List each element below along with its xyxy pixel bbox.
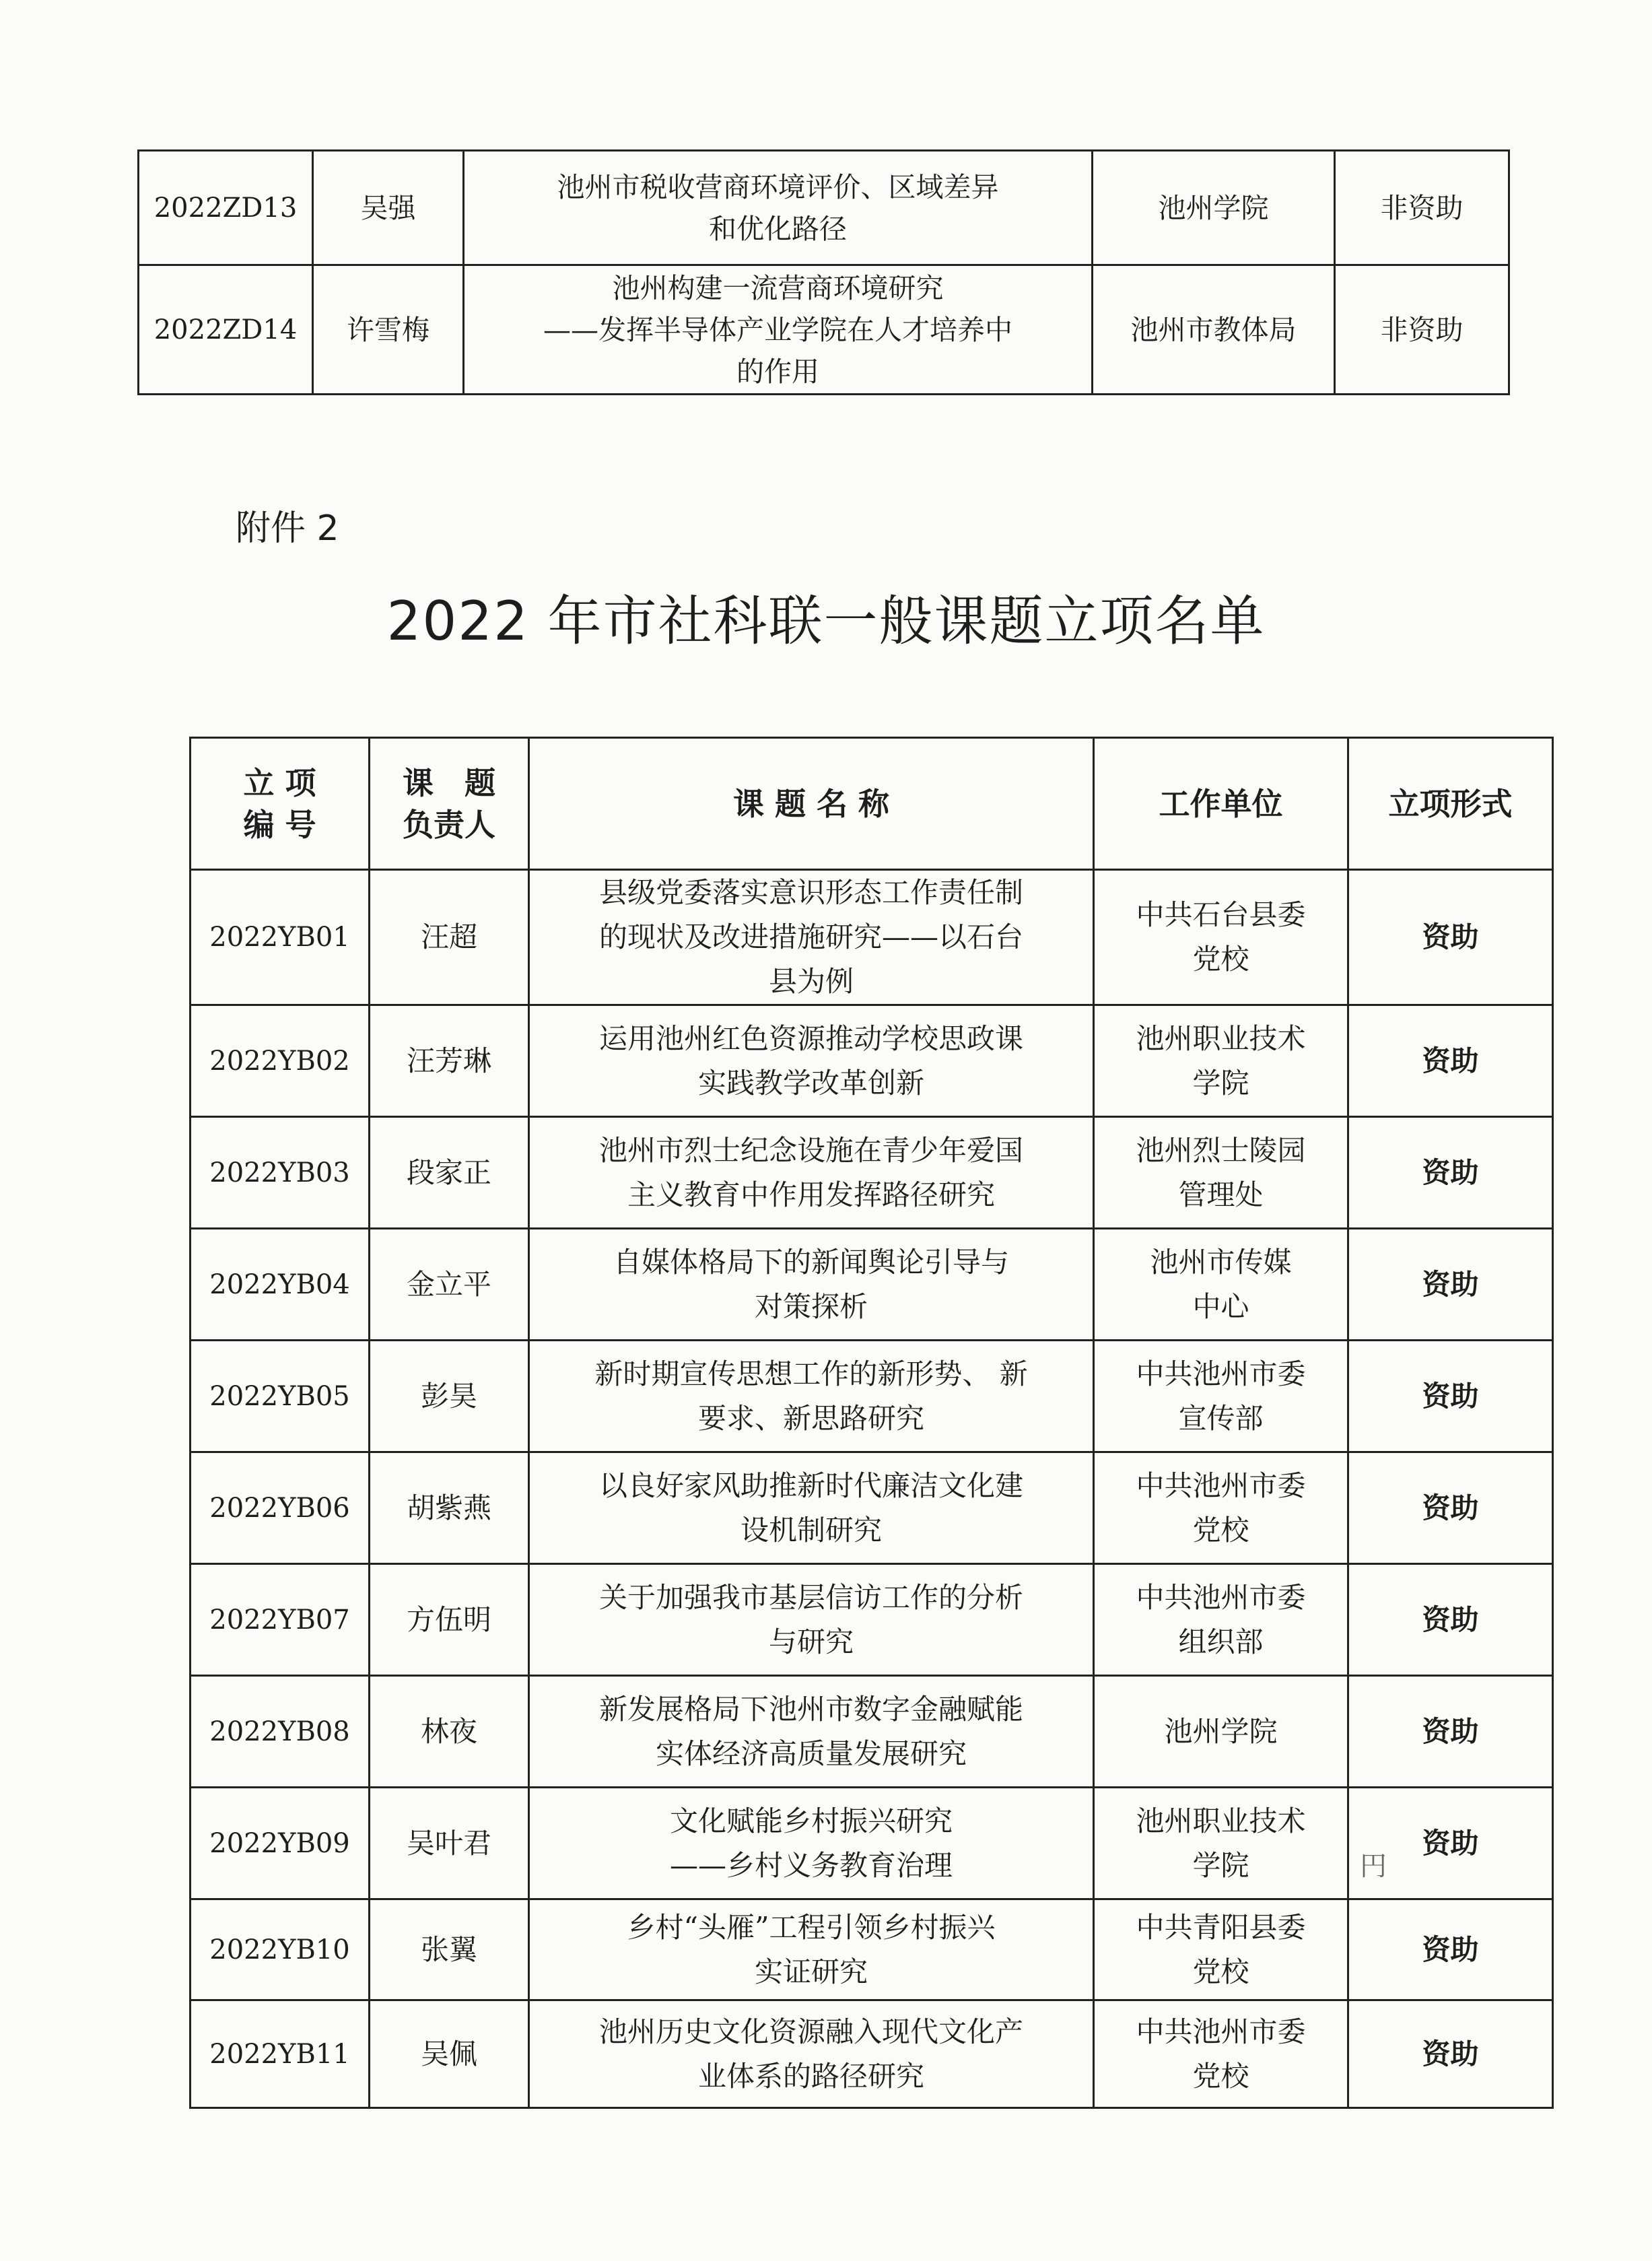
- unit-line: 组织部: [1178, 1625, 1264, 1658]
- title-line: 池州市烈士纪念设施在青少年爱国: [598, 1133, 1023, 1167]
- unit-line: 学院: [1192, 1848, 1249, 1882]
- project-form: 资助: [1348, 870, 1553, 1005]
- table-row: [191, 1229, 1553, 1341]
- title-line: 与研究: [768, 1625, 854, 1658]
- unit-line: 学院: [1192, 1066, 1249, 1100]
- title-line: 实证研究: [754, 1955, 868, 1988]
- header-unit: 工作单位: [1094, 738, 1348, 870]
- project-code: 2022YB10: [191, 1899, 370, 2000]
- table-row: [191, 1005, 1553, 1117]
- project-leader: 林夜: [370, 1676, 529, 1788]
- work-unit: [1094, 1005, 1348, 1117]
- project-list-table: [189, 737, 1554, 2109]
- project-title: [529, 1452, 1094, 1564]
- project-code: 2022YB02: [191, 1005, 370, 1117]
- unit-line: 中共池州市委: [1136, 1357, 1306, 1390]
- project-title: [529, 1676, 1094, 1788]
- project-form: 资助: [1348, 1341, 1553, 1452]
- title-line: 县级党委落实意识形态工作责任制: [598, 876, 1023, 909]
- project-code: 2022YB01: [191, 870, 370, 1005]
- title-line: 乡村“头雁”工程引领乡村振兴: [627, 1910, 996, 1944]
- project-code: 2022YB04: [191, 1229, 370, 1341]
- project-code: 2022YB08: [191, 1676, 370, 1788]
- work-unit: [1094, 2000, 1348, 2108]
- project-form: 资助: [1348, 1899, 1553, 2000]
- title-line: 实体经济高质量发展研究: [655, 1736, 967, 1770]
- project-title: [464, 151, 1093, 265]
- stray-mark: 円: [1360, 1851, 1387, 1882]
- title-line: 业体系的路径研究: [697, 2059, 924, 2093]
- project-leader: 段家正: [370, 1117, 529, 1229]
- project-leader: 吴强: [313, 151, 464, 265]
- work-unit: [1094, 1788, 1348, 1899]
- header-leader: 课 题 负责人: [370, 738, 529, 870]
- continued-table: [137, 149, 1510, 395]
- project-code: 2022YB05: [191, 1341, 370, 1452]
- project-title: [529, 1564, 1094, 1676]
- project-title: [529, 1117, 1094, 1229]
- title-line: ——乡村义务教育治理: [669, 1848, 953, 1882]
- header-code: 立 项 编 号: [191, 738, 370, 870]
- title-line: 池州市税收营商环境评价、区域差异: [557, 170, 999, 203]
- project-form: 资助: [1348, 1564, 1553, 1676]
- title-line: 县为例: [768, 965, 854, 998]
- table-row: [191, 2000, 1553, 2108]
- unit-line: 管理处: [1178, 1178, 1264, 1211]
- page-title: 2022 年市社科联一般课题立项名单: [386, 590, 1266, 652]
- title-line: 的作用: [736, 355, 819, 388]
- work-unit: [1094, 1564, 1348, 1676]
- project-form: 资助: [1348, 1676, 1553, 1788]
- title-line: 对策探析: [754, 1289, 868, 1323]
- project-leader: 彭昊: [370, 1341, 529, 1452]
- table-row: [191, 1788, 1553, 1899]
- unit-line: 党校: [1192, 1513, 1249, 1547]
- header-form: 立项形式: [1348, 738, 1553, 870]
- table-row: [191, 1564, 1553, 1676]
- table-row: [139, 265, 1509, 395]
- table-row: [191, 1452, 1553, 1564]
- title-line: ——发挥半导体产业学院在人才培养中: [543, 313, 1012, 346]
- project-code: 2022YB07: [191, 1564, 370, 1676]
- work-unit: [1094, 1341, 1348, 1452]
- project-form: 资助: [1348, 1005, 1553, 1117]
- work-unit: [1094, 1452, 1348, 1564]
- project-form: 非资助: [1335, 151, 1509, 265]
- work-unit: 池州市教体局: [1093, 265, 1335, 395]
- work-unit: 池州学院: [1093, 151, 1335, 265]
- work-unit: [1094, 870, 1348, 1005]
- project-form: 非资助: [1335, 265, 1509, 395]
- unit-line: 中共石台县委: [1136, 898, 1306, 931]
- project-code: 2022YB06: [191, 1452, 370, 1564]
- project-title: [529, 1788, 1094, 1899]
- project-form: 资助: [1348, 1117, 1553, 1229]
- project-form: 资助: [1348, 1229, 1553, 1341]
- title-line: 实践教学改革创新: [697, 1066, 924, 1100]
- work-unit: [1094, 1117, 1348, 1229]
- unit-line: 中共青阳县委: [1136, 1910, 1306, 1944]
- project-form: 资助: [1348, 2000, 1553, 2108]
- project-leader: 张翼: [370, 1899, 529, 2000]
- title-line: 和优化路径: [709, 212, 847, 245]
- title-line: 新时期宣传思想工作的新形势、 新: [594, 1357, 1028, 1390]
- annex-label: 附件 2: [236, 508, 339, 549]
- unit-line: 党校: [1192, 1955, 1249, 1988]
- work-unit: [1094, 1229, 1348, 1341]
- project-code: 2022YB11: [191, 2000, 370, 2108]
- table-row: [139, 151, 1509, 265]
- unit-line: 中共池州市委: [1136, 1469, 1306, 1502]
- project-leader: 方伍明: [370, 1564, 529, 1676]
- title-line: 主义教育中作用发挥路径研究: [627, 1178, 995, 1211]
- title-line: 池州构建一流营商环境研究: [612, 271, 944, 304]
- unit-line: 中共池州市委: [1136, 1580, 1306, 1614]
- project-leader: 吴叶君: [370, 1788, 529, 1899]
- unit-line: 中共池州市委: [1136, 2015, 1306, 2048]
- unit-line: 党校: [1192, 943, 1249, 976]
- project-code: 2022ZD13: [139, 151, 313, 265]
- title-line: 运用池州红色资源推动学校思政课: [598, 1021, 1023, 1055]
- project-form: 资助: [1348, 1452, 1553, 1564]
- project-title: [529, 1005, 1094, 1117]
- title-line: 池州历史文化资源融入现代文化产: [598, 2015, 1023, 2048]
- project-title: [529, 870, 1094, 1005]
- project-leader: 吴佩: [370, 2000, 529, 2108]
- project-title: [529, 2000, 1094, 2108]
- title-line: 的现状及改进措施研究——以石台: [598, 920, 1023, 953]
- project-leader: 汪超: [370, 870, 529, 1005]
- table-row: [191, 870, 1553, 1005]
- title-line: 以良好家风助推新时代廉洁文化建: [598, 1469, 1023, 1502]
- unit-line: 池州市传媒: [1150, 1245, 1292, 1279]
- project-code: 2022ZD14: [139, 265, 313, 395]
- title-line: 设机制研究: [740, 1513, 882, 1547]
- table-header-row: [191, 738, 1553, 870]
- unit-line: 池州烈士陵园: [1136, 1133, 1306, 1167]
- unit-line: 池州职业技术: [1136, 1021, 1306, 1055]
- table-row: [191, 1676, 1553, 1788]
- table-row: [191, 1117, 1553, 1229]
- unit-line: 中心: [1192, 1289, 1249, 1323]
- unit-line: 池州学院: [1164, 1714, 1278, 1748]
- project-title: [464, 265, 1093, 395]
- project-form: 资助: [1348, 1788, 1553, 1899]
- project-title: [529, 1341, 1094, 1452]
- table-row: [191, 1341, 1553, 1452]
- project-leader: 汪芳琳: [370, 1005, 529, 1117]
- work-unit: [1094, 1899, 1348, 2000]
- project-code: 2022YB09: [191, 1788, 370, 1899]
- header-title: 课 题 名 称: [529, 738, 1094, 870]
- unit-line: 宣传部: [1178, 1401, 1264, 1435]
- unit-line: 党校: [1192, 2059, 1249, 2093]
- work-unit: [1094, 1676, 1348, 1788]
- title-line: 自媒体格局下的新闻舆论引导与: [613, 1245, 1009, 1279]
- title-line: 要求、新思路研究: [697, 1401, 924, 1435]
- title-line: 新发展格局下池州市数字金融赋能: [598, 1692, 1023, 1726]
- title-line: 关于加强我市基层信访工作的分析: [598, 1580, 1023, 1614]
- table-row: [191, 1899, 1553, 2000]
- project-leader: 胡紫燕: [370, 1452, 529, 1564]
- project-title: [529, 1229, 1094, 1341]
- project-leader: 金立平: [370, 1229, 529, 1341]
- title-line: 文化赋能乡村振兴研究: [669, 1804, 953, 1837]
- project-title: [529, 1899, 1094, 2000]
- project-code: 2022YB03: [191, 1117, 370, 1229]
- project-leader: 许雪梅: [313, 265, 464, 395]
- unit-line: 池州职业技术: [1136, 1804, 1306, 1837]
